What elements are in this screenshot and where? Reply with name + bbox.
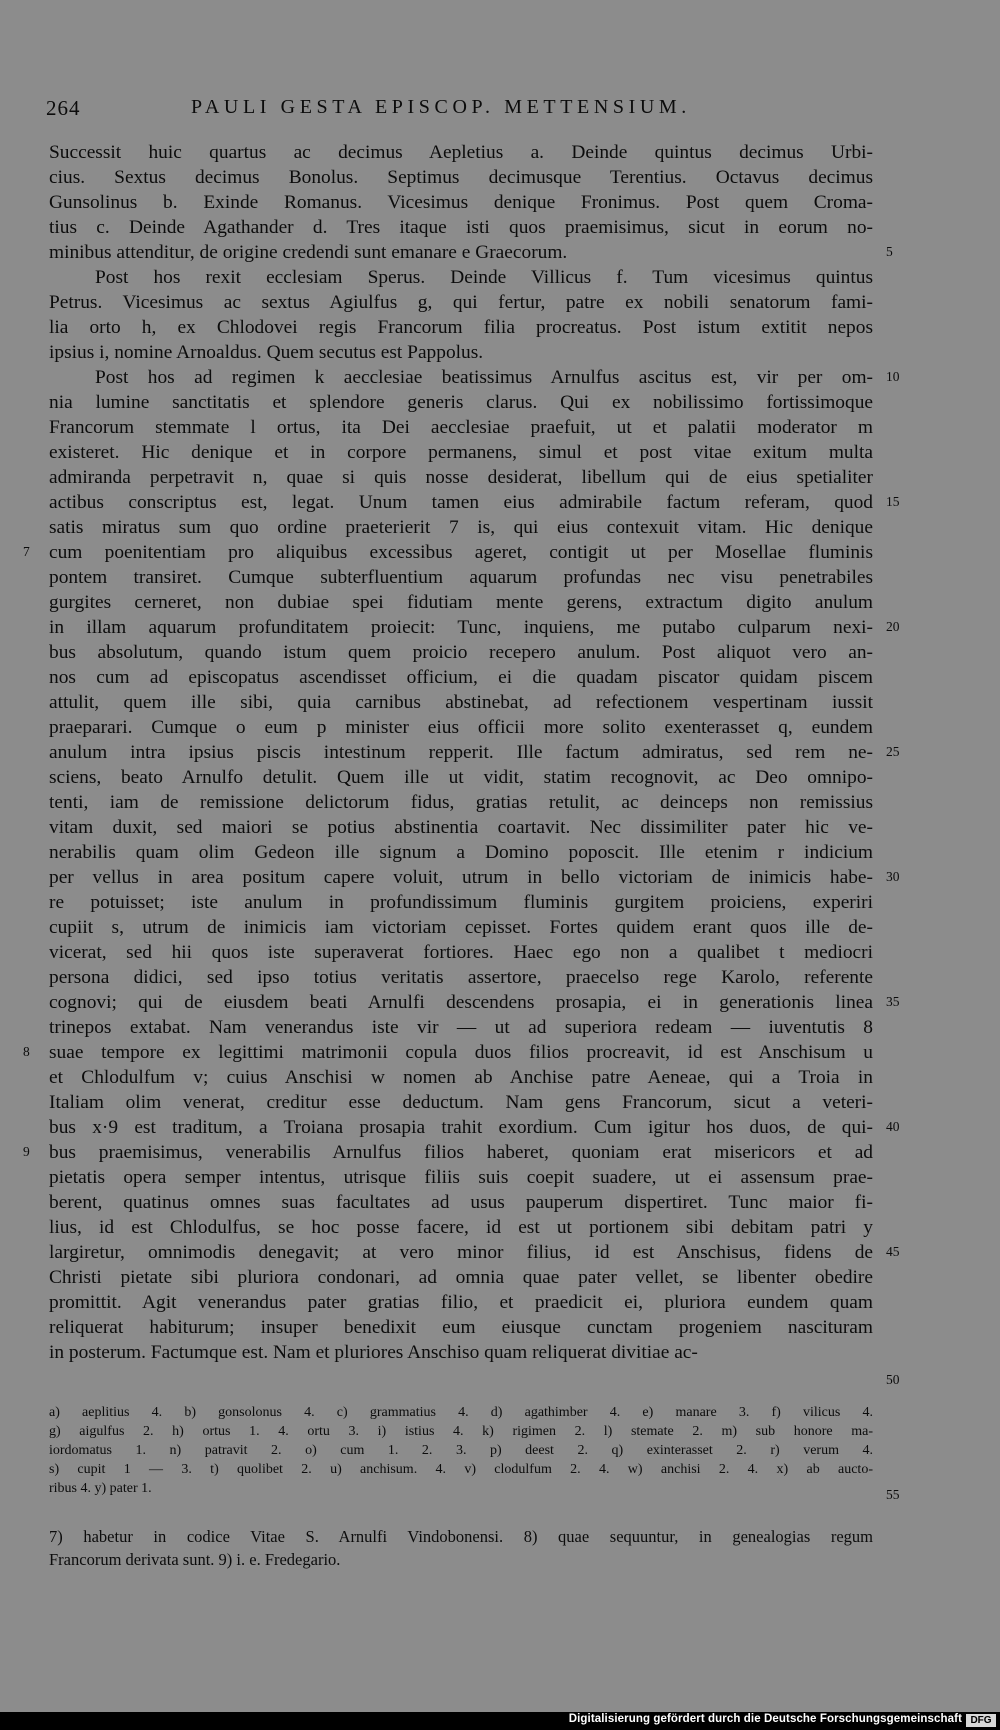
line-number: 10: [886, 369, 900, 384]
editorial-notes: [49, 1525, 873, 1571]
critical-apparatus: [49, 1403, 873, 1498]
text-line: lia orto h, ex Chlodovei regis Francorum filia procreatus. Post istum extitit nepos: [49, 317, 873, 338]
text-line: bus praemisimus, venerabilis Arnulfus filios haberet, quoniam erat misericors et ad: [49, 1142, 873, 1163]
text-line: et Chlodulfum v; cuius Anschisi w nomen ab Anchise patre Aeneae, qui a Troia in: [49, 1067, 873, 1088]
text-line: bus x·9 est traditum, a Troiana prosapia trahit exordium. Cum igitur hos duos, de qui-: [49, 1117, 873, 1138]
text-line: nos cum ad episcopatus ascendisset officium, ei die quadam piscator quidam piscem: [49, 667, 873, 688]
text-line: cognovi; qui de eiusdem beati Arnulfi descendens prosapia, ei in generationis linea: [49, 992, 873, 1013]
text-line: satis miratus sum quo ordine praeterierit 7 is, qui eius contexuit vitam. Hic denique: [49, 517, 873, 538]
text-line: anulum intra ipsius piscis intestinum repperit. Ille factum admiratus, sed rem ne-: [49, 742, 873, 763]
line-number: 40: [886, 1119, 900, 1134]
text-line: Italiam olim venerat, creditur esse deductum. Nam gens Francorum, sicut a veteri-: [49, 1092, 873, 1113]
line-number: 55: [886, 1487, 900, 1502]
main-text: [49, 140, 873, 1365]
text-line: nia lumine sanctitatis et splendore generis clarus. Qui ex nobilissimo fortissimoque: [49, 392, 873, 413]
text-line: ipsius i, nomine Arnoaldus. Quem secutus est Pappolus.: [49, 342, 484, 363]
text-line: pontem transiret. Cumque subterfluentium aquarum profundas nec visu penetrabiles: [49, 567, 873, 588]
text-line: Christi pietate sibi pluriora condonari, ad omnia quae pater vellet, se libenter obedire: [49, 1267, 873, 1288]
apparatus-line: g) aigulfus 2. h) ortus 1. 4. ortu 3. i) istius 4. k) rigimen 2. l) stemate 2. m) sub honore ma-: [49, 1424, 873, 1439]
line-number: 5: [886, 244, 893, 259]
note-line: Francorum derivata sunt. 9) i. e. Fredegario.: [49, 1550, 341, 1569]
line-number: 15: [886, 494, 900, 509]
text-line: re potuisset; iste anulum in profundissimum fluminis gurgitem proiciens, experiri: [49, 892, 873, 913]
text-line: Successit huic quartus ac decimus Aepletius a. Deinde quintus decimus Urbi-: [49, 142, 873, 163]
running-title: PAULI GESTA EPISCOP. METTENSIUM.: [191, 96, 691, 118]
text-line: bus absolutum, quando istum quem proicio recepero anulum. Post aliquot vero an-: [49, 642, 873, 663]
line-number: 45: [886, 1244, 900, 1259]
text-line: vicerat, sed hii quos iste superaverat fortiores. Haec ego non a qualibet t mediocri: [49, 942, 873, 963]
source-reference-number: 9: [23, 1144, 30, 1159]
text-line: praeparari. Cumque o eum p minister eius officii more solito exenterasset q, eundem: [49, 717, 873, 738]
text-line: attulit, quem ille sibi, quia carnibus abstinebat, ad refectionem vespertinam iussit: [49, 692, 873, 713]
text-line: in illam aquarum profunditatem proiecit: Tunc, inquiens, me putabo culparum nexi-: [49, 617, 873, 638]
text-line: cupiit s, utrum de inimicis iam victoriam cepisset. Fortes quidem erant quos ille de-: [49, 917, 873, 938]
line-number: 50: [886, 1372, 900, 1387]
page-header: [46, 96, 906, 126]
footer-credit: Digitalisierung gefördert durch die Deutsche Forschungsgemeinschaft: [568, 1713, 962, 1725]
line-number: 30: [886, 869, 900, 884]
text-line: Petrus. Vicesimus ac sextus Agiulfus g, qui fertur, patre ex nobili senatorum fami-: [49, 292, 873, 313]
text-line: Gunsolinus b. Exinde Romanus. Vicesimus denique Fronimus. Post quem Croma-: [49, 192, 873, 213]
text-line: largiretur, omnimodis denegavit; at vero minor filius, id est Anschisus, fidens de: [49, 1242, 873, 1263]
text-line: vitam duxit, sed maiori se potius abstinentia coartavit. Nec dissimiliter pater hic ve-: [49, 817, 873, 838]
text-line: existeret. Hic denique et in corpore permanens, simul et post vitae exitum multa: [49, 442, 873, 463]
apparatus-line: iordomatus 1. n) patravit 2. o) cum 1. 2. 3. p) deest 2. q) exinterasset 2. r) verum 4.: [49, 1443, 873, 1458]
text-line: Francorum stemmate l ortus, ita Dei aecclesiae praefuit, ut et palatii moderator m: [49, 417, 873, 438]
text-line: actibus conscriptus est, legat. Unum tamen eius admirabile factum referam, quod: [49, 492, 873, 513]
text-line: cius. Sextus decimus Bonolus. Septimus decimusque Terentius. Octavus decimus: [49, 167, 873, 188]
note-line: 7) habetur in codice Vitae S. Arnulfi Vindobonensi. 8) quae sequuntur, in genealogias regum: [49, 1527, 873, 1546]
text-line: admiranda perpetravit n, quae si quis nosse desiderat, libellum qui de eius spetialiter: [49, 467, 873, 488]
text-line: tius c. Deinde Agathander d. Tres itaque isti quos praemisimus, sicut in eorum no-: [49, 217, 873, 238]
text-line: nerabilis quam olim Gedeon ille signum a Domino poposcit. Ille etenim r indicium: [49, 842, 873, 863]
text-line: lius, id est Chlodulfus, se hoc posse facere, id est ut portionem sibi debitam patri y: [49, 1217, 873, 1238]
apparatus-line: s) cupit 1 — 3. t) quolibet 2. u) anchisum. 4. v) clodulfum 2. 4. w) anchisi 2. 4. x) ab aucto-: [49, 1462, 873, 1477]
text-line: per vellus in area positum capere voluit, utrum in bello victoriam de inimicis habe-: [49, 867, 873, 888]
line-number: 20: [886, 619, 900, 634]
text-line: trinepos extabat. Nam venerandus iste vir — ut ad superiora redeam — iuventutis 8: [49, 1017, 873, 1038]
text-line: persona didici, sed ipso totius veritatis assertore, praecelso rege Karolo, referente: [49, 967, 873, 988]
line-number: 25: [886, 744, 900, 759]
text-line: cum poenitentiam pro aliquibus excessibus ageret, contigit ut per Mosellae fluminis: [49, 542, 873, 563]
text-line: sciens, beato Arnulfo detulit. Quem ille ut vidit, statim recognovit, ac Deo omnipo-: [49, 767, 873, 788]
dfg-logo: DFG: [966, 1714, 996, 1727]
line-number: 35: [886, 994, 900, 1009]
source-reference-number: 8: [23, 1044, 30, 1059]
text-line: in posterum. Factumque est. Nam et pluriores Anschiso quam reliquerat divitiae ac-: [49, 1342, 698, 1363]
digitization-footer: [0, 1712, 1000, 1730]
text-line: minibus attenditur, de origine credendi sunt emanare e Graecorum.: [49, 242, 568, 263]
text-line: pietatis opera semper intentus, utrisque filiis suis coepit suadere, ut ei assensum prae-: [49, 1167, 873, 1188]
source-reference-number: 7: [23, 544, 30, 559]
text-line: tenti, iam de remissione delictorum fidus, gratias retulit, ac deinceps non remissius: [49, 792, 873, 813]
text-line: gurgites cerneret, non dubiae spei fidutiam mente gerens, extractum digito anulum: [49, 592, 873, 613]
text-line: suae tempore ex legittimi matrimonii copula duos filios procreavit, id est Anschisum u: [49, 1042, 873, 1063]
text-line: Post hos rexit ecclesiam Sperus. Deinde Villicus f. Tum vicesimus quintus: [95, 267, 873, 288]
page-number: 264: [46, 96, 81, 120]
text-line: berent, quatinus omnes suas facultates ad usus pauperum dispertiret. Tunc maior fi-: [49, 1192, 873, 1213]
text-line: reliquerat habiturum; insuper benedixit eum eiusque cunctam progeniem nascituram: [49, 1317, 873, 1338]
apparatus-line: a) aeplitius 4. b) gonsolonus 4. c) grammatius 4. d) agathimber 4. e) manare 3. f) vilicus 4.: [49, 1405, 873, 1420]
apparatus-line: ribus 4. y) pater 1.: [49, 1481, 152, 1496]
text-line: Post hos ad regimen k aecclesiae beatissimus Arnulfus ascitus est, vir per om-: [95, 367, 873, 388]
text-line: promittit. Agit venerandus pater gratias filio, et praedicit ei, pluriora eundem quam: [49, 1292, 873, 1313]
